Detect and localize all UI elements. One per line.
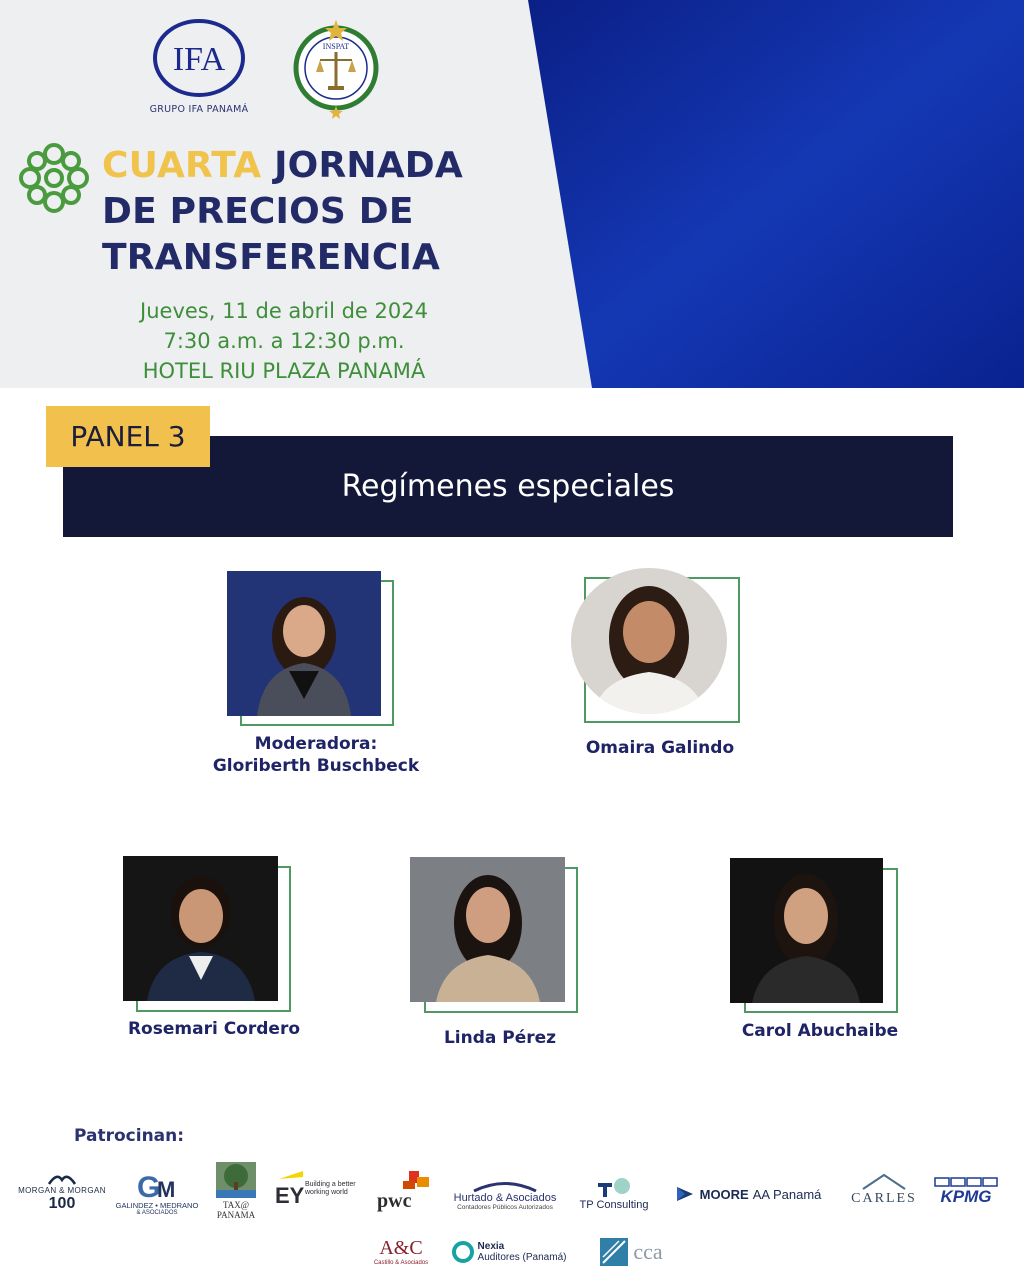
gm-monogram-icon (135, 1167, 179, 1201)
sponsor-pwc (372, 1168, 434, 1214)
flower-emblem-icon (16, 140, 92, 216)
pwc-logo-icon (373, 1169, 433, 1213)
speaker-name-omaira: Omaira Galindo (585, 738, 735, 758)
panel-topic: Regímenes especiales (63, 436, 953, 537)
speaker-photo-carol (730, 858, 883, 1003)
speaker-name-carol: Carol Abuchaibe (741, 1021, 899, 1041)
sponsor-ey: EY Building a better working world (272, 1168, 364, 1210)
speaker-name-rosemari: Rosemari Cordero (127, 1019, 301, 1039)
sponsor-castillo: A&C Castillo & Asociados (373, 1236, 429, 1266)
moderator-caption (196, 733, 436, 777)
sponsor-hurtado: Hurtado & Asociados Contadores Públicos Autorizados (444, 1174, 566, 1216)
title-line2: DE PRECIOS DE (102, 191, 414, 232)
sponsor-cca: cca (586, 1234, 676, 1270)
moderator-name: Gloriberth Buschbeck (212, 756, 420, 776)
cca-logo-icon (599, 1237, 629, 1267)
sponsors-label: Patrocinan: (74, 1126, 185, 1146)
title-line1: JORNADA (274, 145, 463, 186)
event-header (0, 0, 1024, 388)
sponsor-nexia (448, 1236, 570, 1268)
ifa-logo-caption: GRUPO IFA PANAMÁ (149, 104, 249, 115)
sponsor-tp-consulting: TP Consulting (570, 1172, 658, 1216)
svg-text:IFA: IFA (172, 41, 226, 78)
speaker-photo-rosemari (123, 856, 278, 1001)
event-venue: HOTEL RIU PLAZA PANAMÁ (142, 359, 426, 383)
ifa-logo-icon (152, 18, 246, 98)
moderator-role: Moderadora: (254, 734, 378, 754)
sponsor-kpmg: KPMG (932, 1174, 1000, 1210)
svg-text:G: G (137, 1170, 161, 1201)
svg-text:EY: EY (275, 1183, 305, 1207)
sponsor-carles: CARLES (846, 1162, 922, 1218)
ey-logo-icon (275, 1171, 305, 1207)
nexia-logo-icon (452, 1241, 474, 1263)
nexia-text: Nexia Auditores (Panamá) (477, 1241, 567, 1263)
title-accent: CUARTA (102, 145, 262, 186)
speaker-name-linda: Linda Pérez (443, 1028, 557, 1048)
speaker-photo-linda (410, 857, 565, 1002)
inspat-seal-icon (290, 16, 382, 120)
sponsor-tax-panama: TAX@ PANAMA (212, 1154, 260, 1226)
event-info (96, 296, 472, 386)
tree-icon (214, 1160, 258, 1200)
kpmg-boxes-icon (934, 1177, 998, 1187)
moore-logo-icon (675, 1185, 695, 1203)
morgan-wings-icon (47, 1172, 77, 1186)
svg-text:pwc: pwc (377, 1190, 412, 1212)
speaker-photo-omaira (571, 568, 727, 714)
carles-peak-icon (861, 1173, 907, 1191)
sponsor-moore: MOORE AA Panamá (670, 1182, 826, 1206)
title-line3: TRANSFERENCIA (102, 237, 441, 278)
sponsor-morgan-morgan: MORGAN & MORGAN 100 (14, 1162, 110, 1222)
sponsor-galindez-medrano: G M GALINDEZ • MEDRANO & ASOCIADOS (112, 1160, 202, 1222)
event-date: Jueves, 11 de abril de 2024 (140, 299, 428, 323)
svg-text:INSPAT: INSPAT (322, 42, 350, 51)
tp-logo-icon (594, 1177, 634, 1199)
svg-text:M: M (157, 1176, 176, 1201)
event-time: 7:30 a.m. a 12:30 p.m. (163, 329, 405, 353)
event-title (102, 143, 542, 281)
hurtado-arc-icon (470, 1180, 540, 1192)
moderator-photo (227, 571, 381, 716)
panel-badge: PANEL 3 (46, 406, 210, 467)
